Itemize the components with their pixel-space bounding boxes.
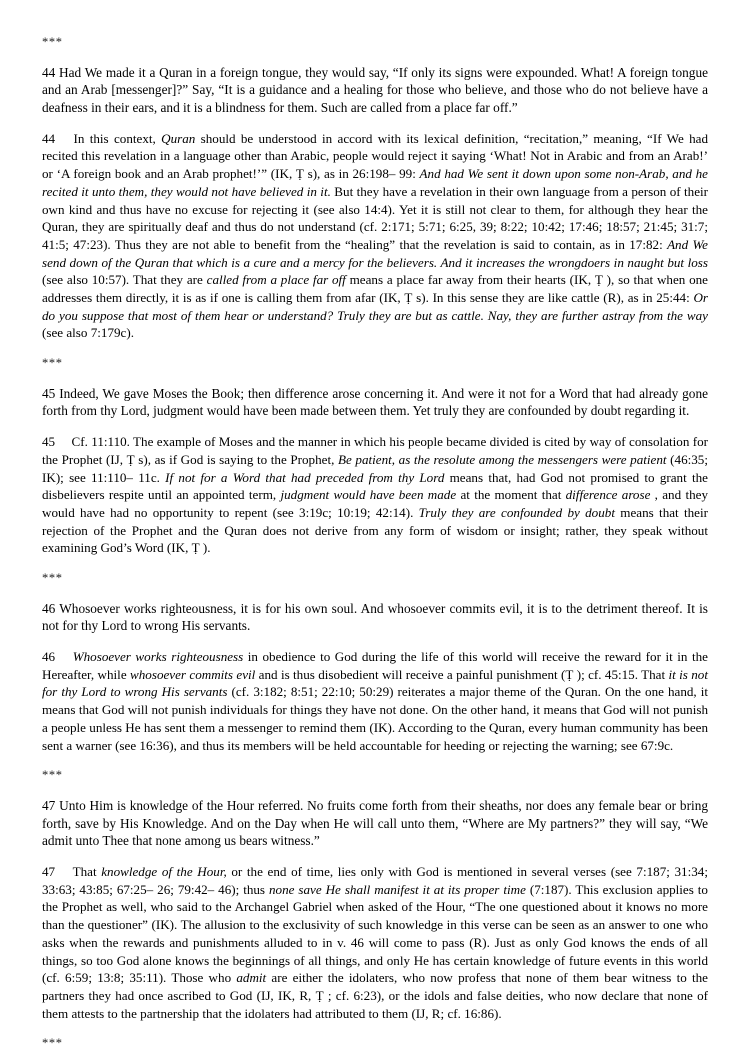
section-separator: *** [42,356,63,371]
commentary-paragraph [42,648,708,754]
commentary-text: at the moment that [456,487,566,503]
commentary-verse-number: 45 [42,434,56,450]
section-separator: *** [42,768,63,783]
quoted-text: none save He shall manifest it at its proper time [268,881,526,897]
commentary-text: (7:187). This exclusion applies to the Prophet as well, who said to the Archangel Gabriel when asked of the Hour, “The one questioned about it knows no more than the questioner” (IK). The allusion to the exclusivity of such knowledge in this verse can be seen as an answer to one who asks when the rewards and punishments alluded to in v. 46 will come to pass (R). Just as only God knows the ends of all things, so too God alone knows the beginnings of all things, and only He has certain knowledge of future events in this world (cf. 6:59; 13:8; 35:11). Those who [42,881,708,986]
commentary-verse-number: 47 [42,863,56,879]
quoted-text: admit [236,970,267,986]
commentary-indent-space [55,864,73,879]
quoted-text: knowledge of the Hour, [101,863,227,879]
commentary-indent-space [55,649,73,664]
document-body [42,34,708,1053]
quoted-text: Quran [161,130,196,146]
quoted-text: And had We sent it down upon some non-Arab, and he recited it unto them, they would not have believed in it. [42,166,708,199]
section-separator: *** [42,1036,63,1051]
commentary-text: (see also 7:179c). [42,325,134,341]
commentary-paragraph [42,433,708,557]
commentary-text: In this context, [73,130,162,146]
verse-paragraph: 45 Indeed, We gave Moses the Book; then difference arose concerning it. And were it not for a Word that had already gone forth from thy Lord, judgment would have been made between them. Yet truly they are confounded by doubt regarding it. [42,385,708,419]
quoted-text: If not for a Word that had preceded from thy Lord [165,469,445,485]
commentary-paragraph [42,130,708,342]
commentary-text: are either the idolaters, who now profess that none of them bear witness to the partners they had once ascribed to God (IJ, IK, R, Ṭ ; cf. 6:23), or the idols and false deities, who now declare that none of them attests to the partnership that the idolaters had attributed to them (IJ, R; cf. 16:86). [42,970,708,1021]
section-separator: *** [42,35,63,49]
commentary-text: means that, had God not promised to grant the disbelievers respite until an appointed term, [42,469,708,503]
commentary-verse-number: 44 [42,130,56,146]
quoted-text: Be patient, as the resolute among the messengers were patient [337,451,667,467]
quoted-text: called from a place far off [206,272,346,288]
commentary-text: (cf. 3:182; 8:51; 22:10; 50:29) reiterates a major theme of the Quran. On the one hand, it means that God will not punish individuals for things they have not done. On the other hand, it means that God will not punish a people unless He has sent them a messenger to remind them (IK). According to the Quran, every human community has been sent a warner (see 16:36), and thus its members will be held accountable for heeding or rejecting the warning; see 67:9c. [42,684,709,753]
commentary-text: , and they would have had no opportunity to repent (see 3:19c; 10:19; 42:14). [42,487,708,520]
commentary-text: Cf. 11:110. The example of Moses and the manner in which his people became divided is cited by way of consolation for the Prophet (IJ, Ṭ s), as if God is saying to the Prophet, [42,434,708,467]
quoted-text: it is not for thy Lord to wrong His servants [42,666,708,700]
quoted-text: Whosoever works righteousness [72,649,244,665]
commentary-indent-space [55,131,73,146]
commentary-text: means a place far away from their hearts (IK, Ṭ ), so that when one addresses them directly, it is as if one is calling them from afar (IK, Ṭ s). In this sense they are like cattle (R), as in 25:44: [42,272,708,306]
commentary-paragraph [42,863,708,1022]
commentary-text: should be understood in accord with its lexical definition, “recitation,” meaning, “If We had recited this revelation in a language other than Arabic, people would reject it saying ‘What! Not in Arabic and from an Arab!’ or ‘A foreign book and an Arab prophet!’” (IK, Ṭ s), as in 26:198– 99: [42,130,709,182]
commentary-text: (46:35; IK); see 11:110– 11c. [42,451,708,485]
quoted-text: And We send down of the Quran that which is a cure and a mercy for the believers. And it increases the wrongdoers in naught but loss [42,236,708,270]
section-separator: *** [42,571,63,586]
commentary-text: in obedience to God during the life of this world will receive the reward for it in the Hereafter, while [42,649,708,682]
commentary-verse-number: 46 [42,649,56,665]
quoted-text: difference arose [565,487,651,503]
verse-paragraph: 44 Had We made it a Quran in a foreign tongue, they would say, “If only its signs were expounded. What! A foreign tongue and an Arab [messenger]?” Say, “It is a guidance and a healing for those who believe, and those who do not believe have a deafness in their ears, and it is a blindness for them. Such are called from a place far off.” [42,64,708,115]
commentary-indent-space [55,434,71,449]
commentary-text: That [72,863,102,879]
quoted-text: Or do you suppose that most of them hear or understand? Truly they are but as cattle. Nay, they are further astray from the way [42,290,708,323]
commentary-text: But they have a revelation in their own language from a person of their own kind and thus have no excuse for rejecting it (see also 14:4). Yet it is still not clear to them, for although they hear the Quran, they are spiritually deaf and thus do not understand (cf. 2:171; 5:71; 6:25, 39; 8:22; 10:42; 17:46; 18:57; 21:45; 31:7; 41:5; 47:23). Thus they are not able to benefit from the “healing” that the revelation is said to contain, as in 17:82: [42,183,709,252]
commentary-text: means that their rejection of the Prophet and the Quran does not derive from any form of wisdom or insight; rather, they speak without examining God’s Word (IK, Ṭ ). [42,504,708,556]
quoted-text: judgment would have been made [280,487,457,503]
verse-paragraph: 47 Unto Him is knowledge of the Hour referred. No fruits come forth from their sheaths, nor does any female bear or bring forth, save by His Knowledge. And on the Day when He will call unto them, “Where are My partners?” they will say, “We admit unto Thee that none among us bears witness.” [42,797,708,849]
commentary-text: (see also 10:57). That they are [42,272,207,288]
commentary-text: or the end of time, lies only with God is mentioned in several verses (see 7:187; 31:34; 33:63; 43:85; 67:25– 26; 79:42– 46); thus [42,863,708,897]
verse-paragraph: 46 Whosoever works righteousness, it is for his own soul. And whosoever commits evil, it is to the detriment thereof. It is not for thy Lord to wrong His servants. [42,600,708,634]
quoted-text: whosoever commits evil [130,666,256,682]
commentary-text: and is thus disobedient will receive a painful punishment (Ṭ ); cf. 45:15. That [255,666,669,682]
quoted-text: Truly they are confounded by doubt [418,504,615,520]
